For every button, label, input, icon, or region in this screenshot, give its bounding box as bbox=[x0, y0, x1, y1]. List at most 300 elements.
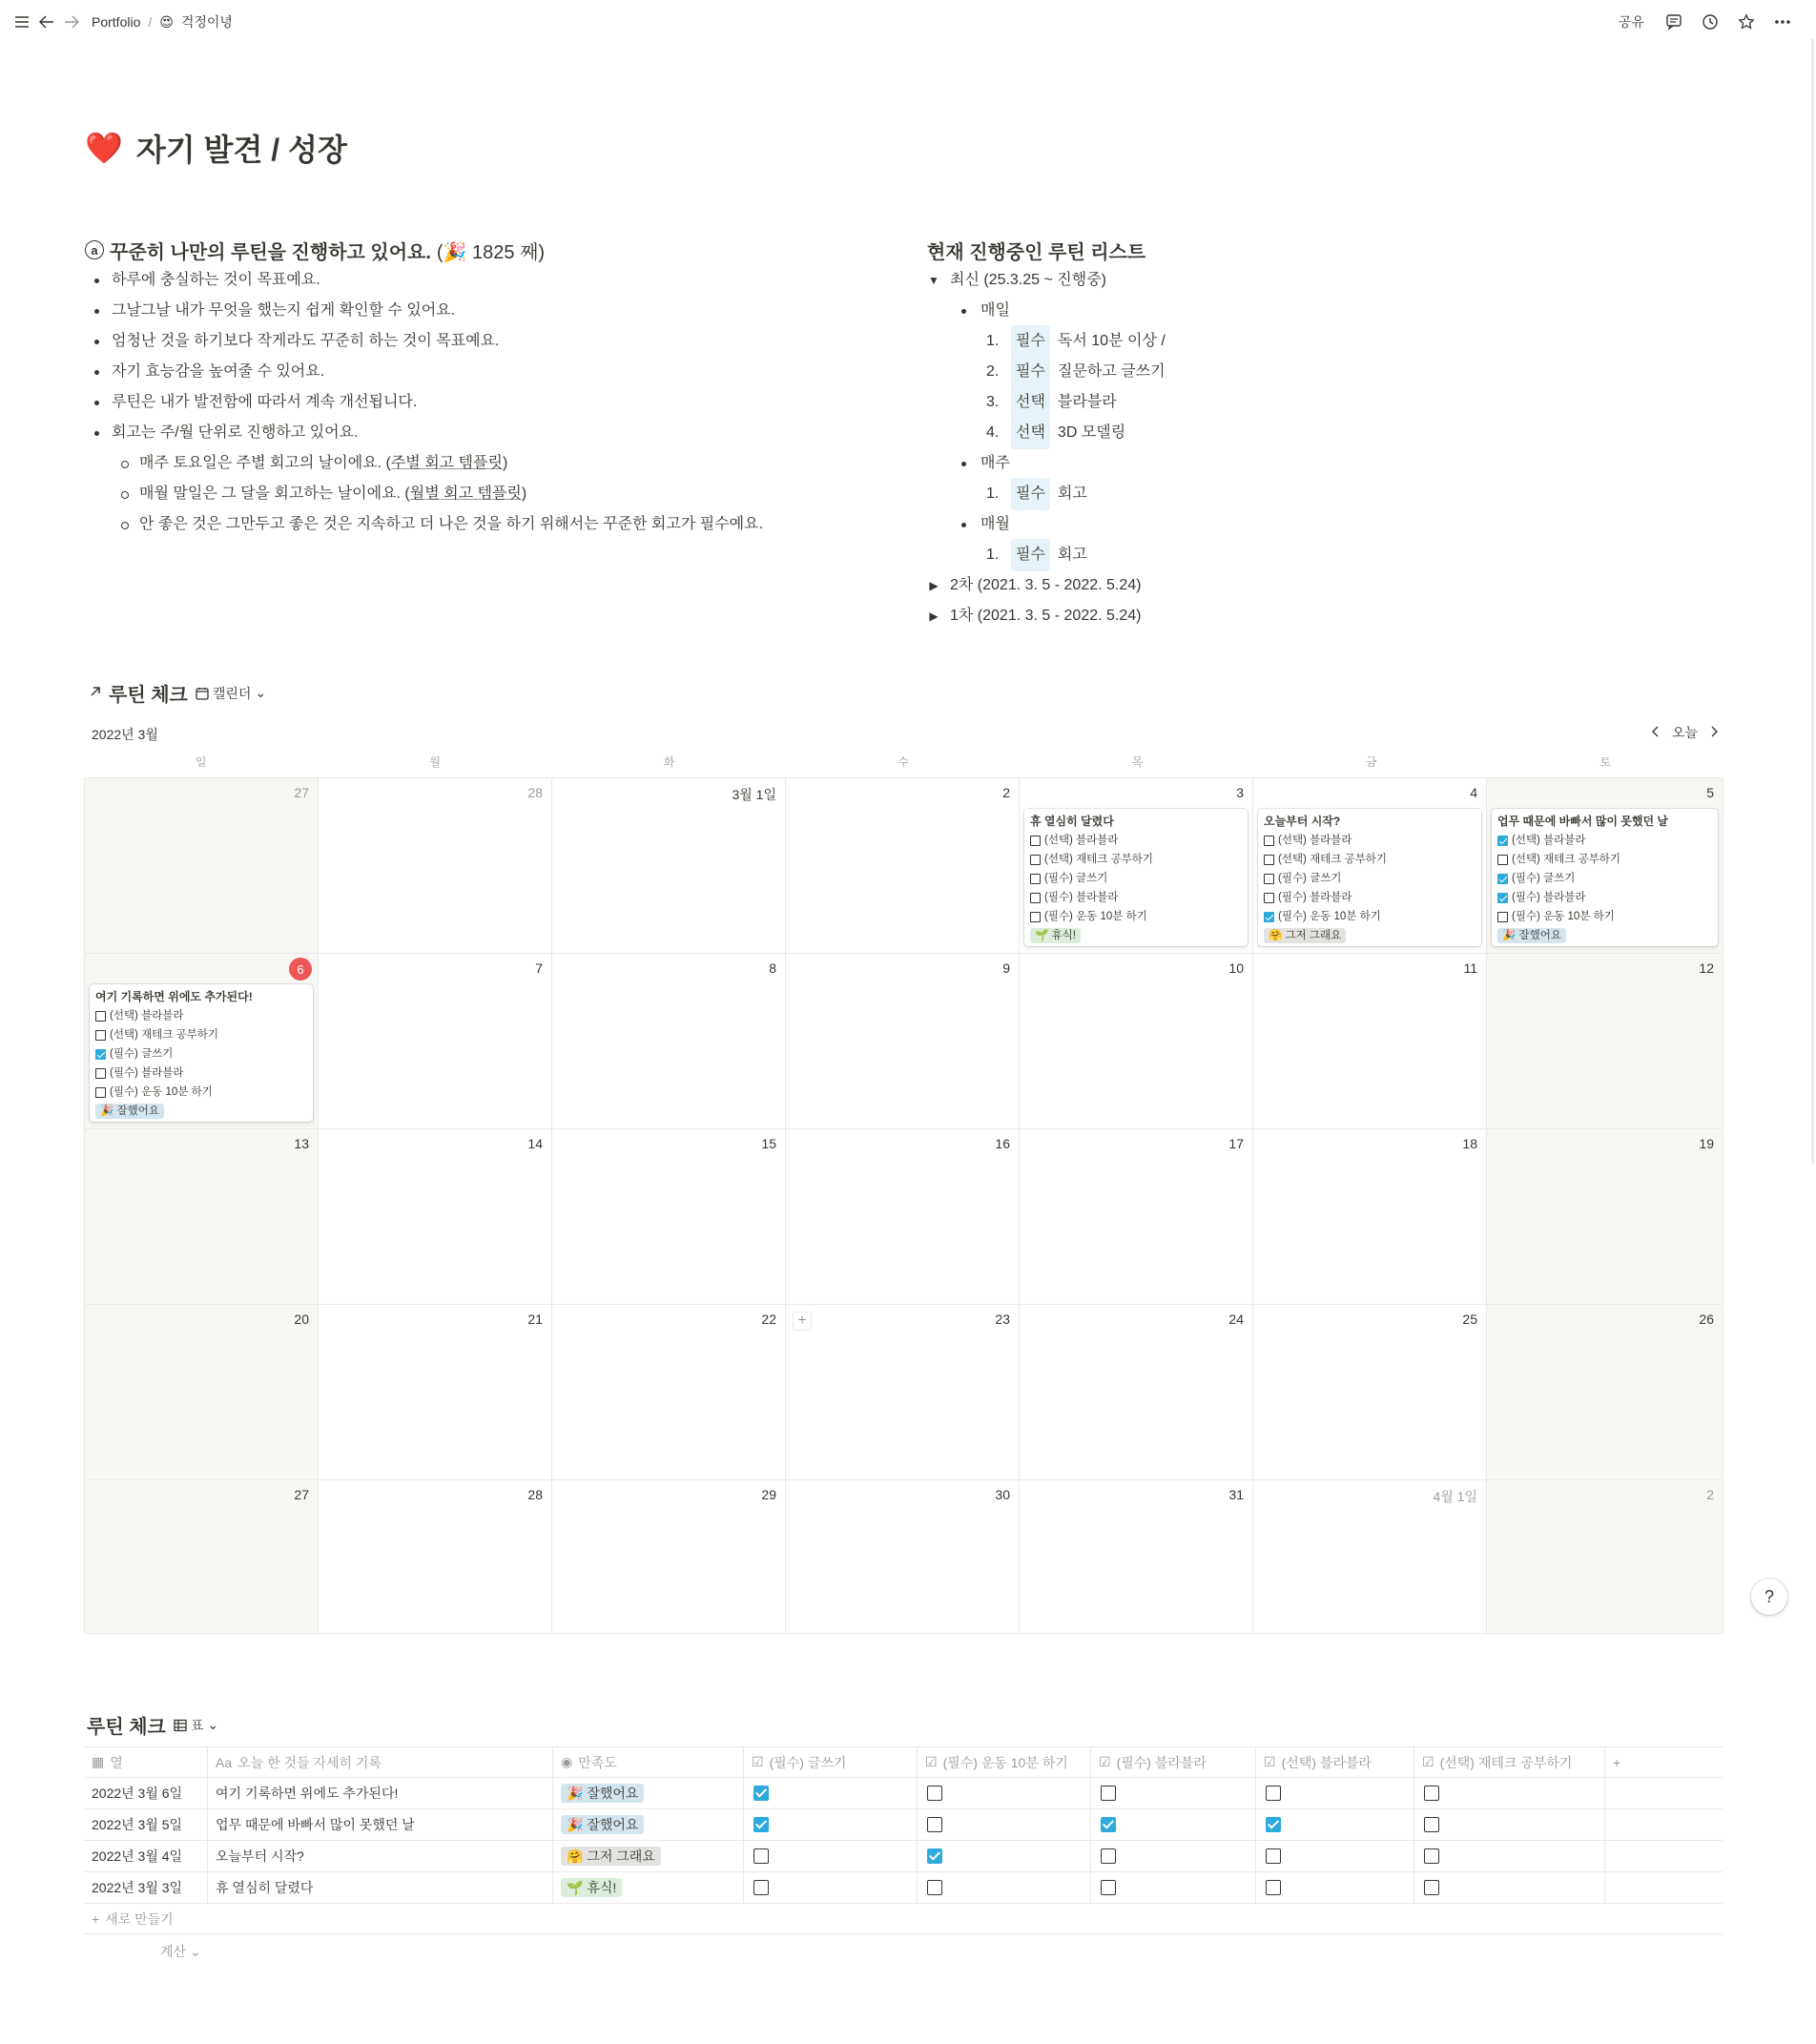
monthly-label: 매월 bbox=[927, 509, 1537, 540]
checkbox[interactable] bbox=[927, 1786, 942, 1801]
checkbox[interactable] bbox=[1424, 1786, 1439, 1801]
day-number: 3 bbox=[1236, 785, 1244, 800]
breadcrumb-portfolio[interactable]: Portfolio bbox=[92, 14, 141, 30]
header-label: 만족도 bbox=[578, 1754, 617, 1770]
daily-item bbox=[927, 326, 1537, 357]
empty-cell bbox=[1605, 1809, 1723, 1840]
day-number: 28 bbox=[527, 1487, 543, 1502]
event-check-row bbox=[1264, 850, 1476, 869]
item-text: 3D 모델링 bbox=[1057, 424, 1126, 441]
sub-item-end: ) bbox=[521, 485, 527, 502]
day-number: 16 bbox=[995, 1136, 1010, 1151]
plus-icon: + bbox=[1613, 1754, 1621, 1770]
checkbox[interactable] bbox=[1424, 1880, 1439, 1895]
day-number: 30 bbox=[995, 1487, 1010, 1502]
checkbox[interactable] bbox=[1266, 1880, 1281, 1895]
header-label: 오늘 한 것들 자세히 기록 bbox=[237, 1754, 382, 1770]
sub-item-text: 매주 토요일은 주별 회고의 날이에요. ( bbox=[139, 455, 391, 471]
check-cell[interactable] bbox=[744, 1778, 918, 1808]
event-title: 오늘부터 시작? bbox=[1264, 815, 1341, 828]
check-label: (선택) 재테크 공부하기 bbox=[110, 1029, 219, 1041]
new-row-button[interactable] bbox=[84, 1904, 1723, 1934]
rating-cell[interactable] bbox=[553, 1841, 744, 1871]
check-cell[interactable] bbox=[1414, 1872, 1605, 1903]
day-number: 3월 1일 bbox=[732, 787, 776, 802]
history-clock-icon[interactable] bbox=[1698, 10, 1723, 34]
checkbox-checked[interactable] bbox=[1497, 893, 1508, 903]
checkbox-checked[interactable] bbox=[1266, 1817, 1281, 1832]
toggle-first[interactable] bbox=[927, 601, 1537, 631]
check-label: (필수) 운동 10분 하기 bbox=[1278, 911, 1381, 922]
event-check-row bbox=[1497, 831, 1712, 850]
breadcrumb-current[interactable]: 걱정이녕 bbox=[180, 14, 233, 30]
calendar-month-label: 2022년 3월 bbox=[92, 727, 158, 742]
event-check-row bbox=[1497, 907, 1712, 926]
check-label: (선택) 재테크 공부하기 bbox=[1278, 854, 1388, 865]
check-cell[interactable] bbox=[918, 1809, 1091, 1840]
event-check-row bbox=[95, 1044, 307, 1063]
checkbox[interactable] bbox=[1264, 855, 1274, 865]
empty-cell bbox=[1605, 1872, 1723, 1903]
day-number: 21 bbox=[527, 1311, 543, 1327]
note-cell[interactable]: 업무 때문에 바빠서 많이 못했던 날 bbox=[208, 1809, 553, 1840]
circled-a-icon: a bbox=[85, 240, 104, 259]
check-cell[interactable] bbox=[1256, 1841, 1414, 1871]
weekday-wed: 수 bbox=[898, 755, 909, 769]
checkbox-icon: ☑ bbox=[925, 1754, 938, 1769]
calendar-day[interactable] bbox=[85, 1305, 319, 1480]
column-header-optional-blabla[interactable] bbox=[1256, 1747, 1414, 1777]
checkbox-icon: ☑ bbox=[752, 1754, 764, 1769]
item-number: 1. bbox=[986, 333, 1000, 349]
list-item: 그날그날 내가 무엇을 했는지 쉽게 확인할 수 있어요. bbox=[85, 296, 896, 326]
day-number: 27 bbox=[294, 1487, 309, 1502]
comment-icon[interactable] bbox=[1661, 10, 1686, 34]
menu-icon[interactable] bbox=[10, 10, 34, 34]
calendar-day[interactable] bbox=[1253, 778, 1487, 954]
column-header-writing[interactable] bbox=[744, 1747, 918, 1777]
day-number: 17 bbox=[1228, 1136, 1244, 1151]
calendar-view-label: 캘린더 bbox=[212, 685, 252, 701]
day-number: 24 bbox=[1228, 1311, 1244, 1327]
weekday-sun: 일 bbox=[195, 755, 207, 769]
routine-list-heading: 현재 진행중인 루틴 리스트 bbox=[927, 241, 1146, 263]
next-month-icon[interactable] bbox=[1709, 725, 1719, 740]
checkbox[interactable] bbox=[1264, 874, 1274, 884]
back-arrow-icon[interactable] bbox=[34, 10, 59, 34]
check-label: (필수) 블라블라 bbox=[110, 1067, 184, 1079]
table-view-label: 표 bbox=[190, 1717, 204, 1733]
checkbox[interactable] bbox=[1264, 836, 1274, 846]
event-card[interactable] bbox=[1492, 809, 1718, 946]
check-cell[interactable] bbox=[1091, 1872, 1256, 1903]
item-number: 4. bbox=[986, 424, 1000, 441]
weekday-header bbox=[84, 754, 1723, 770]
column-header-exercise[interactable] bbox=[918, 1747, 1091, 1777]
sub-item-text: 매월 말일은 그 달을 회고하는 날이에요. ( bbox=[139, 485, 410, 502]
check-label: (필수) 글쓰기 bbox=[1512, 873, 1576, 884]
checkbox[interactable] bbox=[1030, 836, 1041, 846]
calendar-day[interactable] bbox=[552, 1129, 786, 1305]
event-title: 휴 열심히 달렸다 bbox=[1030, 815, 1114, 828]
sub-list-item bbox=[85, 479, 896, 509]
event-check-row bbox=[1497, 850, 1712, 869]
checkbox[interactable] bbox=[1424, 1848, 1439, 1864]
calendar-day[interactable] bbox=[786, 778, 1020, 954]
calendar-day[interactable] bbox=[1487, 1129, 1723, 1305]
check-label: (필수) 블라블라 bbox=[1278, 892, 1352, 903]
calendar-day[interactable] bbox=[552, 778, 786, 954]
calendar-day[interactable] bbox=[1020, 1129, 1253, 1305]
check-cell[interactable] bbox=[744, 1872, 918, 1903]
event-card[interactable] bbox=[1258, 809, 1481, 946]
day-number: 4월 1일 bbox=[1433, 1489, 1477, 1504]
event-check-row bbox=[95, 1083, 307, 1102]
list-item: 하루에 충실하는 것이 목표예요. bbox=[85, 265, 896, 296]
topbar-actions bbox=[1619, 10, 1795, 34]
star-icon[interactable] bbox=[1734, 10, 1759, 34]
table-row[interactable] bbox=[84, 1872, 1723, 1904]
calendar-day[interactable] bbox=[786, 954, 1020, 1129]
event-card[interactable] bbox=[1024, 809, 1248, 946]
checkbox[interactable] bbox=[753, 1848, 769, 1864]
weekday-sat: 토 bbox=[1599, 755, 1612, 769]
rating-badge: 🌱 휴식! bbox=[561, 1878, 622, 1897]
calendar-day[interactable] bbox=[552, 1305, 786, 1480]
check-cell[interactable] bbox=[1256, 1809, 1414, 1840]
checkbox-checked[interactable] bbox=[95, 1049, 106, 1060]
calendar-day[interactable] bbox=[1020, 1480, 1253, 1634]
checkbox[interactable] bbox=[1101, 1848, 1116, 1864]
weekly-item bbox=[927, 479, 1537, 509]
calendar-day[interactable] bbox=[1487, 1305, 1723, 1480]
day-number: 9 bbox=[1002, 960, 1010, 976]
check-cell[interactable] bbox=[1091, 1778, 1256, 1808]
calendar-day[interactable] bbox=[1253, 1305, 1487, 1480]
day-number: 27 bbox=[294, 785, 309, 800]
calendar-day[interactable] bbox=[85, 954, 319, 1129]
checkbox-checked[interactable] bbox=[753, 1817, 769, 1832]
checkbox[interactable] bbox=[1030, 855, 1041, 865]
share-button[interactable]: 공유 bbox=[1618, 14, 1644, 30]
checkbox-checked[interactable] bbox=[1497, 836, 1508, 846]
checkbox[interactable] bbox=[1497, 855, 1508, 865]
header-label: (필수) 블라블라 bbox=[1116, 1754, 1207, 1770]
breadcrumb-separator: / bbox=[148, 14, 153, 30]
item-text: 회고 bbox=[1057, 485, 1087, 502]
calendar-day[interactable] bbox=[1020, 954, 1253, 1129]
day-number: 12 bbox=[1699, 960, 1714, 976]
event-card[interactable] bbox=[90, 984, 313, 1122]
sub-item-end: ) bbox=[502, 455, 508, 471]
note-cell[interactable]: 휴 열심히 달렸다 bbox=[208, 1872, 553, 1903]
checkbox[interactable] bbox=[95, 1030, 106, 1041]
note-cell[interactable]: 여기 기록하면 위에도 추가된다! bbox=[208, 1778, 553, 1808]
select-icon: ◉ bbox=[561, 1754, 573, 1769]
weekday-mon: 월 bbox=[429, 755, 441, 769]
checkbox-checked[interactable] bbox=[753, 1786, 769, 1801]
toggle-second[interactable] bbox=[927, 570, 1537, 601]
daily-label: 매일 bbox=[927, 296, 1537, 326]
add-column-button[interactable] bbox=[1605, 1747, 1723, 1777]
day-number: 25 bbox=[1462, 1311, 1477, 1327]
checkbox[interactable] bbox=[1497, 912, 1508, 922]
check-label: (선택) 재테크 공부하기 bbox=[1512, 854, 1621, 865]
column-header-rating[interactable] bbox=[553, 1747, 744, 1777]
checkbox-checked[interactable] bbox=[1101, 1817, 1116, 1832]
list-item: 자기 효능감을 높여줄 수 있어요. bbox=[85, 357, 896, 387]
note-cell[interactable]: 오늘부터 시작? bbox=[208, 1841, 553, 1871]
column-header-finance[interactable] bbox=[1414, 1747, 1605, 1777]
rating-badge: 🎉 잘했어요 bbox=[561, 1784, 644, 1803]
table-row[interactable] bbox=[84, 1778, 1723, 1809]
table-view-button[interactable] bbox=[174, 1716, 218, 1735]
rating-cell[interactable] bbox=[553, 1872, 744, 1903]
page-title-text[interactable]: 자기 발견 / 성장 bbox=[135, 133, 347, 167]
date-cell[interactable]: 2022년 3월 6일 bbox=[84, 1778, 208, 1808]
event-check-row bbox=[95, 1025, 307, 1044]
checkbox[interactable] bbox=[1101, 1786, 1116, 1801]
calendar-icon: ▦ bbox=[92, 1754, 105, 1769]
calendar-day[interactable] bbox=[319, 1129, 552, 1305]
daily-item bbox=[927, 418, 1537, 448]
day-number: 11 bbox=[1463, 960, 1477, 976]
table-icon bbox=[174, 1719, 187, 1732]
check-label: (선택) 블라블라 bbox=[1512, 835, 1586, 846]
rating-badge: 🎉 잘했어요 bbox=[561, 1815, 644, 1834]
calculate-button[interactable] bbox=[160, 1942, 201, 1961]
toggle-second-label: 2차 (2021. 3. 5 - 2022. 5.24) bbox=[950, 577, 1142, 593]
left-column bbox=[85, 235, 896, 540]
weekday-tue: 화 bbox=[663, 755, 675, 769]
right-column bbox=[927, 235, 1537, 631]
text-icon: Aa bbox=[216, 1754, 233, 1770]
routine-heading-text: 꾸준히 나만의 루틴을 진행하고 있어요. bbox=[110, 241, 431, 263]
calculate-label: 계산 bbox=[160, 1944, 187, 1959]
day-number: 7 bbox=[535, 960, 543, 976]
event-check-row bbox=[1264, 888, 1476, 907]
calendar-day[interactable] bbox=[786, 1305, 1020, 1480]
checkbox[interactable] bbox=[1030, 912, 1041, 922]
check-cell[interactable] bbox=[1414, 1809, 1605, 1840]
day-number: 22 bbox=[761, 1311, 776, 1327]
calendar-day[interactable] bbox=[319, 1480, 552, 1634]
required-tag: 필수 bbox=[1011, 539, 1050, 571]
day-number: 31 bbox=[1228, 1487, 1244, 1502]
calendar-day[interactable] bbox=[319, 778, 552, 954]
column-header-required-blabla[interactable] bbox=[1091, 1747, 1256, 1777]
date-cell[interactable]: 2022년 3월 3일 bbox=[84, 1872, 208, 1903]
calendar-section-title[interactable]: 루틴 체크 bbox=[109, 685, 188, 706]
day-number: 20 bbox=[294, 1311, 309, 1327]
event-check-row bbox=[1497, 869, 1712, 888]
table-row[interactable] bbox=[84, 1809, 1723, 1841]
forward-arrow-icon[interactable] bbox=[59, 10, 84, 34]
checkbox-icon: ☑ bbox=[1099, 1754, 1111, 1769]
check-cell[interactable] bbox=[744, 1809, 918, 1840]
today-button[interactable]: 오늘 bbox=[1671, 725, 1698, 740]
checkbox[interactable] bbox=[1266, 1786, 1281, 1801]
day-number: 26 bbox=[1699, 1311, 1714, 1327]
check-cell[interactable] bbox=[1091, 1841, 1256, 1871]
day-number: 5 bbox=[1706, 785, 1714, 800]
calendar-day[interactable] bbox=[786, 1129, 1020, 1305]
prev-month-icon[interactable] bbox=[1651, 725, 1661, 740]
table-row[interactable] bbox=[84, 1841, 1723, 1872]
check-label: (필수) 운동 10분 하기 bbox=[110, 1086, 213, 1098]
event-check-row bbox=[95, 1006, 307, 1025]
chevron-down-icon: ⌄ bbox=[255, 685, 267, 700]
calendar-day[interactable] bbox=[1020, 1305, 1253, 1480]
event-title: 여기 기록하면 위에도 추가된다! bbox=[95, 990, 253, 1003]
calendar-icon bbox=[196, 687, 209, 700]
breadcrumb bbox=[92, 12, 233, 31]
day-number: 28 bbox=[527, 785, 543, 800]
event-check-row bbox=[1497, 888, 1712, 907]
checkbox-checked[interactable] bbox=[927, 1848, 942, 1864]
check-cell[interactable] bbox=[918, 1778, 1091, 1808]
checkbox[interactable] bbox=[927, 1817, 942, 1832]
table-header-row bbox=[84, 1746, 1723, 1778]
chevron-down-icon: ⌄ bbox=[189, 1944, 201, 1959]
header-label: (필수) 글쓰기 bbox=[769, 1754, 847, 1770]
checkbox[interactable] bbox=[1266, 1848, 1281, 1864]
calendar-day[interactable] bbox=[786, 1480, 1020, 1634]
event-title: 업무 때문에 바빠서 많이 못했던 날 bbox=[1497, 815, 1668, 828]
checkbox[interactable] bbox=[95, 1068, 106, 1079]
calendar-day[interactable] bbox=[1253, 954, 1487, 1129]
check-cell[interactable] bbox=[918, 1872, 1091, 1903]
table-section-title[interactable]: 루틴 체크 bbox=[87, 1717, 166, 1738]
calendar-view-button[interactable] bbox=[196, 684, 266, 703]
day-number: 4 bbox=[1470, 785, 1477, 800]
required-tag: 필수 bbox=[1011, 478, 1050, 510]
help-button[interactable]: ? bbox=[1751, 1579, 1787, 1615]
rating-badge: 🤗 그저 그래요 bbox=[561, 1847, 661, 1866]
event-check-row bbox=[1030, 850, 1242, 869]
list-item: 루틴은 내가 발전함에 따라서 계속 개선됩니다. bbox=[85, 387, 896, 418]
checkbox[interactable] bbox=[1264, 893, 1274, 903]
calendar-day[interactable] bbox=[1253, 1129, 1487, 1305]
day-number: 8 bbox=[769, 960, 776, 976]
day-number: 23 bbox=[995, 1311, 1010, 1327]
calendar-day[interactable] bbox=[1487, 954, 1723, 1129]
daily-item bbox=[927, 357, 1537, 387]
column-header-date[interactable] bbox=[84, 1747, 208, 1777]
checkbox[interactable] bbox=[927, 1880, 942, 1895]
calendar-section-header bbox=[90, 679, 266, 707]
monthly-review-template-link[interactable]: 월별 회고 템플릿 bbox=[409, 485, 522, 502]
more-icon[interactable] bbox=[1770, 10, 1795, 34]
calendar-day[interactable] bbox=[85, 1129, 319, 1305]
page-title bbox=[85, 126, 347, 170]
calendar-day[interactable] bbox=[85, 778, 319, 954]
check-label: (선택) 블라블라 bbox=[110, 1010, 184, 1022]
check-cell[interactable] bbox=[744, 1841, 918, 1871]
checkbox-checked[interactable] bbox=[1497, 874, 1508, 884]
item-number: 1. bbox=[986, 485, 1000, 502]
item-text: 질문하고 글쓰기 bbox=[1057, 363, 1166, 380]
checkbox[interactable] bbox=[1424, 1817, 1439, 1832]
chevron-down-icon: ⌄ bbox=[207, 1717, 219, 1732]
monthly-item bbox=[927, 540, 1537, 570]
scrollbar[interactable] bbox=[1811, 38, 1814, 1164]
date-cell[interactable]: 2022년 3월 4일 bbox=[84, 1841, 208, 1871]
date-cell[interactable]: 2022년 3월 5일 bbox=[84, 1809, 208, 1840]
daily-item bbox=[927, 387, 1537, 418]
required-tag: 필수 bbox=[1011, 356, 1050, 388]
toggle-latest[interactable] bbox=[927, 265, 1537, 296]
checkbox[interactable] bbox=[1030, 893, 1041, 903]
item-number: 1. bbox=[986, 547, 1000, 563]
calendar-day[interactable] bbox=[1487, 1480, 1723, 1634]
checkbox[interactable] bbox=[95, 1087, 106, 1098]
toggle-open-icon[interactable]: ▼ bbox=[928, 274, 939, 287]
calendar-day[interactable] bbox=[552, 954, 786, 1129]
event-check-row bbox=[95, 1063, 307, 1083]
rating-cell[interactable] bbox=[553, 1778, 744, 1808]
weekday-thu: 목 bbox=[1131, 755, 1144, 769]
plus-icon: + bbox=[92, 1910, 100, 1927]
weekly-review-template-link[interactable]: 주별 회고 템플릿 bbox=[390, 455, 503, 471]
routine-heading bbox=[85, 235, 896, 265]
check-cell[interactable] bbox=[1414, 1778, 1605, 1808]
check-cell[interactable] bbox=[918, 1841, 1091, 1871]
sub-list-item: 안 좋은 것은 그만두고 좋은 것은 지속하고 더 나은 것을 하기 위해서는 꾸준한 회고가 필수예요. bbox=[85, 509, 896, 540]
rating-cell[interactable] bbox=[553, 1809, 744, 1840]
header-label: 열 bbox=[110, 1754, 123, 1770]
check-cell[interactable] bbox=[1256, 1778, 1414, 1808]
linked-arrow-icon bbox=[90, 685, 101, 702]
check-label: (선택) 블라블라 bbox=[1278, 835, 1352, 846]
empty-cell bbox=[1605, 1841, 1723, 1871]
toggle-closed-icon[interactable]: ▶ bbox=[929, 609, 939, 623]
calendar-day[interactable] bbox=[552, 1480, 786, 1634]
add-event-icon[interactable]: + bbox=[793, 1311, 812, 1331]
check-cell[interactable] bbox=[1256, 1872, 1414, 1903]
checkbox[interactable] bbox=[1101, 1880, 1116, 1895]
day-number: 10 bbox=[1228, 960, 1244, 976]
item-number: 2. bbox=[986, 363, 1000, 380]
event-check-row bbox=[1030, 888, 1242, 907]
check-cell[interactable] bbox=[1091, 1809, 1256, 1840]
sub-list-item bbox=[85, 448, 896, 479]
checkbox[interactable] bbox=[753, 1880, 769, 1895]
header-label: (선택) 블라블라 bbox=[1281, 1754, 1372, 1770]
column-header-note[interactable] bbox=[208, 1747, 553, 1777]
event-check-row bbox=[1264, 907, 1476, 926]
breadcrumb-page-emoji: 😍 bbox=[159, 13, 174, 30]
calendar-day[interactable] bbox=[1020, 778, 1253, 954]
topbar bbox=[0, 0, 1816, 44]
calendar-day[interactable] bbox=[319, 1305, 552, 1480]
item-text: 블라블라 bbox=[1057, 394, 1117, 410]
calendar-day[interactable] bbox=[1487, 778, 1723, 954]
calendar-day[interactable] bbox=[85, 1480, 319, 1634]
check-cell[interactable] bbox=[1414, 1841, 1605, 1871]
item-text: 회고 bbox=[1057, 547, 1087, 563]
event-check-row bbox=[1264, 869, 1476, 888]
event-check-row bbox=[1030, 869, 1242, 888]
calendar-day[interactable] bbox=[1253, 1480, 1487, 1634]
calendar-day[interactable] bbox=[319, 954, 552, 1129]
check-label: (필수) 글쓰기 bbox=[110, 1048, 174, 1060]
checkbox-checked[interactable] bbox=[1264, 912, 1274, 922]
checkbox[interactable] bbox=[95, 1011, 106, 1022]
checkbox[interactable] bbox=[1030, 874, 1041, 884]
toggle-closed-icon[interactable]: ▶ bbox=[929, 579, 939, 592]
item-number: 3. bbox=[986, 394, 1000, 410]
